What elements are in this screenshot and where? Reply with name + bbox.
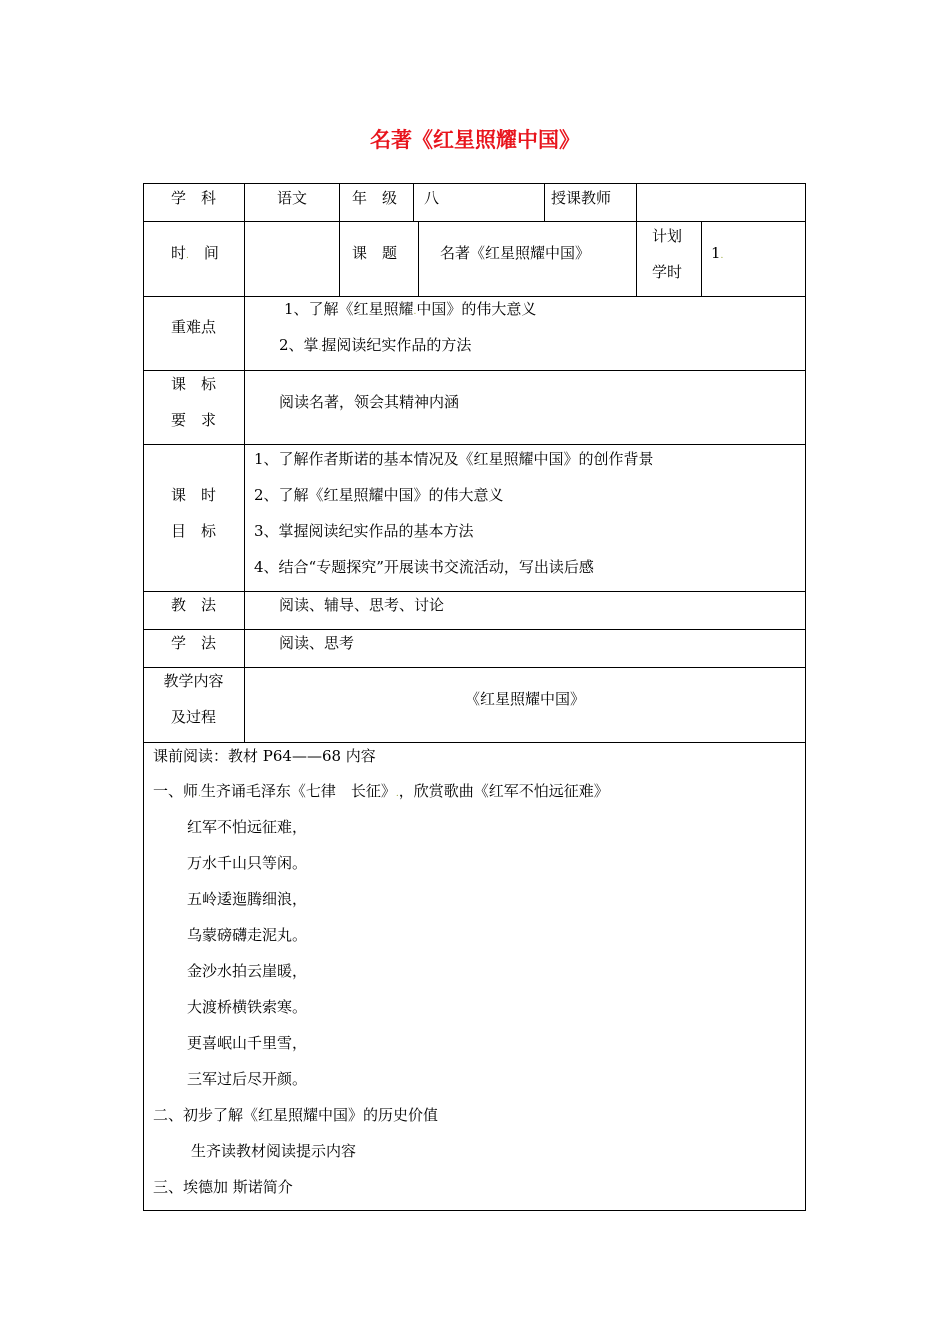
row-divider (143, 370, 806, 371)
table-border-left (143, 183, 144, 1211)
teaching-method-value: 阅读、辅导、思考、讨论 (279, 596, 445, 614)
marker-dot: . (413, 307, 417, 317)
content-value: 《红星照耀中国》 (464, 690, 585, 708)
table-border-top (143, 183, 806, 184)
marker-dot: . (186, 251, 189, 261)
grade-value: 八 (424, 189, 440, 207)
poem-line: 万水千山只等闲。 (187, 854, 308, 872)
keypoint-item: 1、了解《红星照耀.中国》的伟大意义 (284, 300, 537, 318)
row-divider (143, 591, 806, 592)
standard-label-line2: 要 求 (170, 411, 216, 429)
marker-dot: . (720, 251, 724, 261)
content-label-line1: 教学内容 (163, 672, 224, 690)
poem-line: 三军过后尽开颜。 (187, 1070, 308, 1088)
row-divider (143, 221, 806, 222)
poem-line: 乌蒙磅礴走泥丸。 (187, 926, 308, 944)
goals-label-line1: 课 时 (170, 486, 216, 504)
goal-item: 3、掌握阅读纪实作品的基本方法 (254, 522, 474, 540)
topic-label: 课 题 (352, 244, 398, 262)
poem-line: 金沙水拍云崖暖， (187, 962, 308, 980)
poem-line: 大渡桥横铁索寒。 (187, 998, 308, 1016)
cell-divider (544, 183, 545, 221)
topic-value: 名著《红星照耀中国》 (440, 244, 591, 262)
learning-method-label: 学 法 (170, 634, 216, 652)
standard-value: 阅读名著，领会其精神内涵 (279, 393, 460, 411)
hours-value: 1. (711, 244, 724, 262)
grade-label: 年 级 (352, 189, 398, 207)
page-title: 名著《红星照耀中国》 (370, 128, 580, 152)
time-label: 时. 间 (171, 244, 219, 262)
table-border-bottom (143, 1210, 806, 1211)
marker-dot: . (198, 789, 201, 799)
hours-label-line2: 学时 (652, 263, 683, 281)
pre-reading: 课前阅读：教材 P64——68 内容 (153, 747, 376, 765)
section-heading-3: 三、埃德加 斯诺简介 (153, 1178, 293, 1196)
row-divider (143, 444, 806, 445)
goal-item: 1、了解作者斯诺的基本情况及《红星照耀中国》的创作背景 (254, 450, 654, 468)
row-divider (143, 667, 806, 668)
row-divider (143, 296, 806, 297)
poem-line: 五岭逶迤腾细浪， (187, 890, 308, 908)
learning-method-value: 阅读、思考 (279, 634, 355, 652)
poem-line: 更喜岷山千里雪， (187, 1034, 308, 1052)
cell-divider (418, 221, 419, 296)
standard-label-line1: 课 标 (170, 375, 216, 393)
cell-divider (636, 183, 637, 221)
teaching-method-label: 教 法 (170, 596, 216, 614)
row-divider (143, 742, 806, 743)
teacher-label: 授课教师 (551, 189, 612, 207)
keypoint-item: 2、掌.握阅读纪实作品的方法 (279, 336, 472, 354)
section-2-subtext: 生齐读教材阅读提示内容 (191, 1142, 357, 1160)
section-heading-1: 一、师.生齐诵毛泽东《七律 长征》.，欣赏歌曲《红军不怕远征难》 (153, 782, 609, 800)
label-column-divider (244, 183, 245, 742)
section-heading-2: 二、初步了解《红星照耀中国》的历史价值 (153, 1106, 439, 1124)
content-label-line2: 及过程 (170, 708, 216, 726)
row-divider (143, 629, 806, 630)
lesson-plan-table (143, 183, 806, 1211)
cell-divider (413, 183, 414, 221)
marker-dot: . (395, 789, 399, 799)
marker-dot: . (318, 343, 322, 353)
poem-line: 红军不怕远征难， (187, 818, 308, 836)
subject-label: 学 科 (170, 189, 216, 207)
goal-item: 2、了解《红星照耀中国》的伟大意义 (254, 486, 504, 504)
cell-divider (701, 221, 702, 296)
cell-divider (636, 221, 637, 296)
keypoints-label: 重难点 (170, 318, 216, 336)
goals-label-line2: 目 标 (170, 522, 216, 540)
cell-divider (339, 183, 340, 296)
goal-item: 4、结合“专题探究”开展读书交流活动，写出读后感 (254, 558, 594, 576)
subject-value: 语文 (277, 189, 308, 207)
hours-label-line1: 计划 (652, 227, 683, 245)
